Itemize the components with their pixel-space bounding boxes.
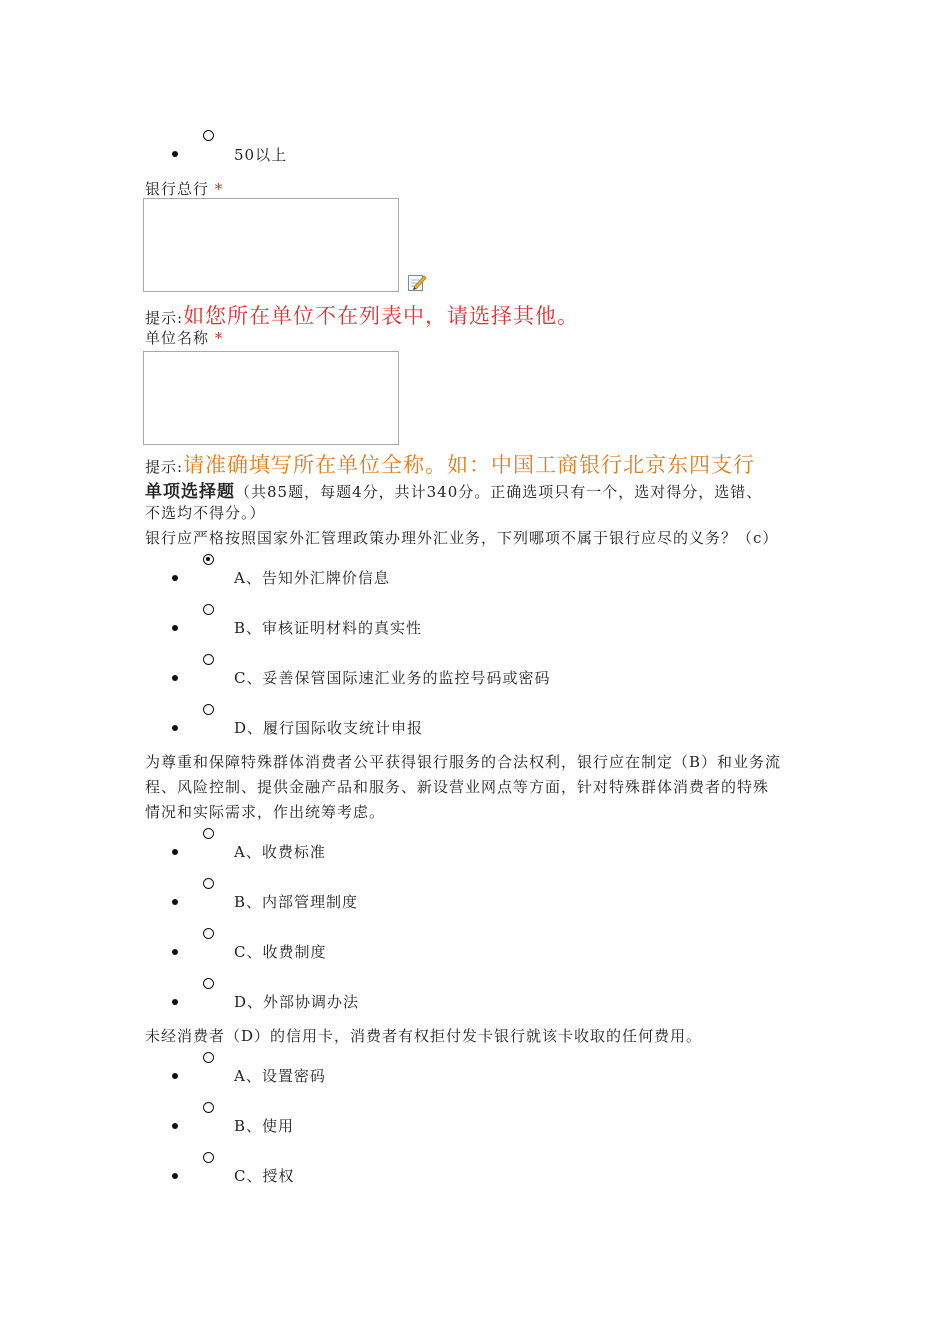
q2-radio-a[interactable] (203, 828, 214, 839)
required-mark: * (214, 180, 224, 198)
q1-option-b: B、审核证明材料的真实性 (234, 619, 423, 637)
option-label: 50以上 (234, 146, 288, 164)
q2-radio-d[interactable] (203, 978, 214, 989)
bullet (172, 151, 178, 157)
bank-field-label: 银行总行 * (145, 180, 224, 198)
q3-option-b: B、使用 (234, 1117, 295, 1135)
q2-radio-c[interactable] (203, 928, 214, 939)
q3-radio-c[interactable] (203, 1152, 214, 1163)
question-2-line-2: 程、风险控制、提供金融产品和服务、新设营业网点等方面，针对特殊群体消费者的特殊 (145, 778, 770, 796)
q2-radio-b[interactable] (203, 878, 214, 889)
q1-radio-b[interactable] (203, 604, 214, 615)
bullet (172, 949, 178, 955)
question-3-text: 未经消费者（D）的信用卡，消费者有权拒付发卡银行就该卡收取的任何费用。 (145, 1027, 703, 1045)
q2-option-b: B、内部管理制度 (234, 893, 359, 911)
q2-option-d: D、外部协调办法 (234, 993, 360, 1011)
q1-radio-d[interactable] (203, 704, 214, 715)
section-header: 单项选择题（共85题，每题4分，共计340分。正确选项只有一个，选对得分，选错、 (145, 482, 763, 502)
q3-radio-a[interactable] (203, 1052, 214, 1063)
edit-icon[interactable] (407, 272, 427, 292)
bullet (172, 1073, 178, 1079)
unit-textarea[interactable] (143, 351, 399, 445)
q3-option-a: A、设置密码 (234, 1067, 326, 1085)
q3-option-c: C、授权 (234, 1167, 295, 1185)
q1-option-d: D、履行国际收支统计申报 (234, 719, 424, 737)
section-desc-line2: 不选均不得分。） (145, 504, 266, 522)
hint-1: 提示:如您所在单位不在列表中，请选择其他。 (145, 304, 580, 328)
question-2-line-3: 情况和实际需求，作出统筹考虑。 (145, 803, 386, 821)
bank-textarea[interactable] (143, 198, 399, 292)
bullet (172, 575, 178, 581)
question-1-text: 银行应严格按照国家外汇管理政策办理外汇业务，下列哪项不属于银行应尽的义务？（c） (145, 529, 779, 547)
q1-option-a: A、告知外汇牌价信息 (234, 569, 390, 587)
q3-radio-b[interactable] (203, 1102, 214, 1113)
hint-2: 提示:请准确填写所在单位全称。如：中国工商银行北京东四支行 (145, 453, 756, 477)
radio-50-plus[interactable] (203, 130, 214, 141)
q1-radio-a[interactable] (203, 554, 214, 565)
bullet (172, 625, 178, 631)
bullet (172, 1173, 178, 1179)
bullet (172, 899, 178, 905)
bullet (172, 1123, 178, 1129)
bullet (172, 999, 178, 1005)
q1-radio-c[interactable] (203, 654, 214, 665)
required-mark: * (214, 329, 224, 347)
bullet (172, 725, 178, 731)
q2-option-c: C、收费制度 (234, 943, 327, 961)
q1-option-c: C、妥善保管国际速汇业务的监控号码或密码 (234, 669, 551, 687)
bullet (172, 675, 178, 681)
unit-field-label: 单位名称 * (145, 329, 224, 347)
question-2-line-1: 为尊重和保障特殊群体消费者公平获得银行服务的合法权利，银行应在制定（B）和业务流 (145, 753, 782, 771)
bullet (172, 849, 178, 855)
q2-option-a: A、收费标准 (234, 843, 326, 861)
